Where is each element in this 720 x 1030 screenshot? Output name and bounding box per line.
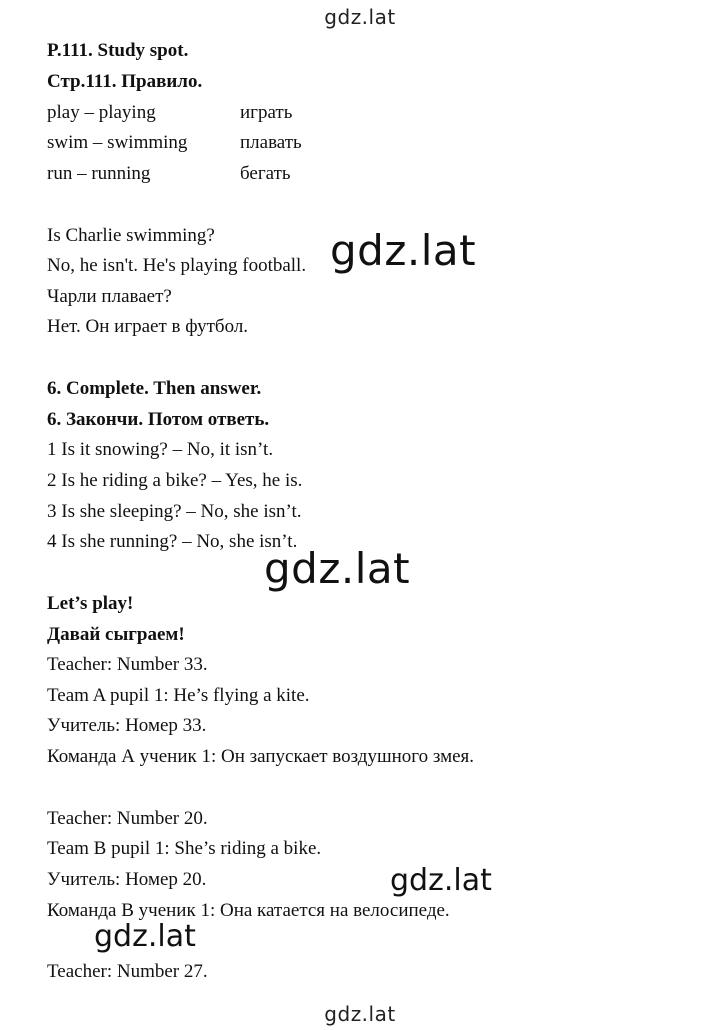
- watermark-footer: gdz.lat: [324, 1002, 396, 1026]
- rule-row-ru: плавать: [240, 132, 302, 153]
- watermark: gdz.lat: [264, 544, 411, 593]
- game-line: Команда В ученик 1: Она катается на велосипеде.: [47, 900, 450, 921]
- rule-row-en: play – playing: [47, 102, 156, 123]
- game-line: Team B pupil 1: She’s riding a bike.: [47, 838, 322, 859]
- rule-row-ru: играть: [240, 102, 293, 123]
- example-line: Нет. Он играет в футбол.: [47, 316, 249, 337]
- example-line: No, he isn't. He's playing football.: [47, 255, 307, 276]
- game-line: Учитель: Номер 20.: [47, 869, 207, 890]
- game-title-ru: Давай сыграем!: [47, 624, 185, 645]
- exercise6-item: 1 Is it snowing? – No, it isn’t.: [47, 439, 274, 460]
- exercise6-item: 2 Is he riding a bike? – Yes, he is.: [47, 470, 303, 491]
- exercise6-item: 4 Is she running? – No, she isn’t.: [47, 531, 298, 552]
- game-title-en: Let’s play!: [47, 593, 134, 614]
- watermark-header: gdz.lat: [324, 5, 396, 29]
- rule-title-en: P.111. Study spot.: [47, 40, 189, 61]
- game-line: Команда А ученик 1: Он запускает воздушного змея.: [47, 746, 475, 767]
- example-line: Чарли плавает?: [47, 286, 172, 307]
- game-line: Teacher: Number 20.: [47, 808, 208, 829]
- example-line: Is Charlie swimming?: [47, 225, 215, 246]
- rule-title-ru: Стр.111. Правило.: [47, 71, 203, 92]
- exercise6-title-en: 6. Complete. Then answer.: [47, 378, 262, 399]
- rule-row-ru: бегать: [240, 163, 291, 184]
- game-line: Team A pupil 1: He’s flying a kite.: [47, 685, 310, 706]
- watermark: gdz.lat: [330, 226, 477, 275]
- watermark: gdz.lat: [94, 919, 196, 954]
- exercise6-item: 3 Is she sleeping? – No, she isn’t.: [47, 501, 302, 522]
- watermark: gdz.lat: [390, 863, 492, 898]
- game-line: Teacher: Number 33.: [47, 654, 208, 675]
- exercise6-title-ru: 6. Закончи. Потом ответь.: [47, 409, 270, 430]
- rule-row-en: swim – swimming: [47, 132, 188, 153]
- rule-row-en: run – running: [47, 163, 151, 184]
- game-line: Teacher: Number 27.: [47, 961, 208, 982]
- game-line: Учитель: Номер 33.: [47, 715, 207, 736]
